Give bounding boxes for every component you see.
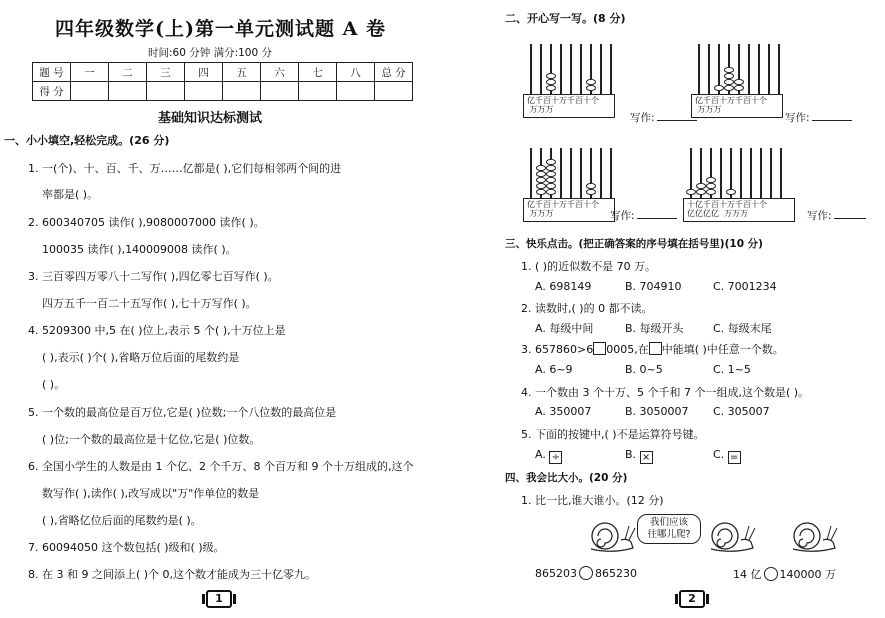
question-line: 8. 在 3 和 9 之间添上( )个 0,这个数才能成为三十亿零九。 — [28, 568, 317, 581]
score-header-cell: 六 — [261, 63, 299, 82]
compare-right: 140000 万 — [779, 568, 836, 581]
mc-option[interactable]: A. 6~9 — [535, 363, 573, 376]
mc-option[interactable] — [713, 448, 741, 464]
score-header-cell: 八 — [337, 63, 375, 82]
score-cell[interactable] — [337, 82, 375, 101]
abacus-label-text: 亿千百十万千百十个 万万万 — [527, 96, 599, 114]
mc-option[interactable]: A. 698149 — [535, 280, 592, 293]
compare-circle[interactable] — [579, 566, 593, 580]
answer-line[interactable] — [637, 218, 677, 219]
abacus-rods — [523, 140, 623, 200]
score-header-cell: 四 — [185, 63, 223, 82]
mc-option[interactable]: C. 每级末尾 — [713, 322, 772, 335]
abacus-rods — [691, 36, 791, 96]
question-line: 4. 5209300 中,5 在( )位上,表示 5 个( ),十万位上是 — [28, 324, 286, 337]
question-line: ( ),表示( )个( ),省略万位后面的尾数约是 — [42, 351, 240, 364]
question-line: ( ),省略亿位后面的尾数约是( )。 — [42, 514, 202, 527]
score-header-cell: 三 — [147, 63, 185, 82]
mc-option[interactable]: B. 0~5 — [625, 363, 663, 376]
mc-option[interactable] — [535, 448, 562, 464]
mc-option[interactable]: A. 350007 — [535, 405, 592, 418]
score-value-row — [33, 82, 413, 101]
abacus-d — [683, 140, 801, 222]
compare-left: 14 亿 — [733, 568, 762, 581]
snail-icon — [707, 518, 757, 554]
write-label: 写作: — [630, 112, 655, 124]
mc-question — [521, 341, 784, 357]
blank-box[interactable] — [593, 342, 606, 355]
abacus-a — [523, 36, 623, 118]
abacus-rods — [683, 140, 801, 200]
score-header-cell: 二 — [109, 63, 147, 82]
q3-part-a: 3. 657860>6 — [521, 343, 594, 356]
option-letter: A. — [535, 448, 546, 461]
mc-option[interactable]: B. 704910 — [625, 280, 682, 293]
option-letter: B. — [625, 448, 637, 461]
score-cell[interactable] — [223, 82, 261, 101]
part4-title: 四、我会比大小。(20 分) — [505, 472, 628, 484]
snail-icon — [587, 518, 637, 554]
score-header-cell: 题 号 — [33, 63, 71, 82]
mc-question: 5. 下面的按键中,( )不是运算符号键。 — [521, 428, 705, 441]
write-label: 写作: — [785, 112, 810, 124]
section-heading: 基础知识达标测试 — [158, 111, 263, 126]
write-field-b[interactable] — [785, 110, 852, 125]
compare-left: 865203 — [535, 567, 577, 580]
abacus-label-text: 十亿千百十万千百十个 亿亿亿亿 万万万 — [687, 200, 767, 218]
question-line: 5. 一个数的最高位是百万位,它是( )位数;一个八位数的最高位是 — [28, 406, 337, 419]
compare-item — [535, 566, 637, 580]
write-field-a[interactable] — [630, 110, 697, 125]
abacus-label — [691, 94, 783, 118]
question-line: 100035 读作( ),140009008 读作( )。 — [42, 243, 237, 256]
abacus-rods — [523, 36, 623, 96]
write-field-c[interactable] — [610, 208, 677, 223]
score-header-row — [33, 63, 413, 82]
answer-line[interactable] — [812, 120, 852, 121]
blank-box[interactable] — [649, 342, 662, 355]
exam-title: 四年级数学(上)第一单元测试题 A 卷 — [55, 18, 386, 40]
score-cell[interactable] — [185, 82, 223, 101]
compare-item — [733, 566, 836, 582]
write-label: 写作: — [610, 210, 635, 222]
question-line: 6. 全国小学生的人数是由 1 个亿、2 个千万、8 个百万和 9 个十万组成的,这个 — [28, 460, 414, 473]
score-cell[interactable] — [109, 82, 147, 101]
abacus-label — [523, 94, 615, 118]
mc-question: 4. 一个数由 3 个十万、5 个千和 7 个一组成,这个数是( )。 — [521, 386, 810, 399]
mc-question: 1. ( )的近似数不是 70 万。 — [521, 260, 657, 273]
snail-icon — [789, 518, 839, 554]
mc-question: 2. 读数时,( )的 0 都不读。 — [521, 302, 653, 315]
q3-part-c: 中能填( )中任意一个数。 — [661, 343, 784, 356]
abacus-label — [683, 198, 795, 222]
question-line: 率都是( )。 — [42, 188, 99, 201]
mc-option[interactable]: C. 7001234 — [713, 280, 777, 293]
score-cell[interactable] — [261, 82, 299, 101]
score-table — [32, 62, 413, 101]
page-number: 2 — [679, 590, 705, 608]
answer-line[interactable] — [657, 120, 697, 121]
score-row-label: 得 分 — [33, 82, 71, 101]
question-line: 3. 三百零四万零八十二写作( ),四亿零七百写作( )。 — [28, 270, 279, 283]
mc-option[interactable]: B. 3050007 — [625, 405, 689, 418]
question-line: 数写作( ),读作( ),改写成以"万"作单位的数是 — [42, 487, 260, 500]
compare-circle[interactable] — [764, 567, 778, 581]
abacus-label-text: 亿千百十万千百十个 万万万 — [695, 96, 767, 114]
page-left — [0, 0, 440, 618]
page-number: 1 — [206, 590, 232, 608]
multiply-key-icon: × — [640, 451, 653, 464]
part3-title: 三、快乐点击。(把正确答案的序号填在括号里)(10 分) — [505, 238, 763, 250]
page-right — [445, 0, 885, 618]
mc-option[interactable] — [625, 448, 653, 464]
abacus-label — [523, 198, 615, 222]
score-cell[interactable] — [299, 82, 337, 101]
equals-key-icon: = — [728, 451, 741, 464]
answer-line[interactable] — [834, 218, 866, 219]
question-line: 2. 600340705 读作( ),9080007000 读作( )。 — [28, 216, 265, 229]
score-cell[interactable] — [147, 82, 185, 101]
write-label: 写作: — [807, 210, 832, 222]
abacus-b — [691, 36, 791, 118]
divide-key-icon: ÷ — [549, 451, 562, 464]
speech-bubble: 我们应该 往哪儿爬? — [637, 514, 701, 544]
abacus-label-text: 亿千百十万千百十个 万万万 — [527, 200, 599, 218]
option-letter: C. — [713, 448, 725, 461]
question-line: 四万五千一百二十五写作( ),七十万写作( )。 — [42, 297, 257, 310]
score-header-cell: 七 — [299, 63, 337, 82]
compare-right: 865230 — [595, 567, 637, 580]
mc-option[interactable]: C. 305007 — [713, 405, 770, 418]
question-line: 7. 60094050 这个数包括( )级和( )级。 — [28, 541, 225, 554]
score-header-cell: 总 分 — [375, 63, 413, 82]
q3-part-b: 0005,在 — [606, 343, 649, 356]
score-header-cell: 一 — [71, 63, 109, 82]
mc-option[interactable]: C. 1~5 — [713, 363, 751, 376]
score-cell[interactable] — [375, 82, 413, 101]
exam-subtitle: 时间:60 分钟 满分:100 分 — [148, 47, 272, 59]
score-cell[interactable] — [71, 82, 109, 101]
mc-option[interactable]: A. 每级中间 — [535, 322, 594, 335]
part4-q1: 1. 比一比,谁大谁小。(12 分) — [521, 494, 664, 507]
mc-option[interactable]: B. 每级开头 — [625, 322, 684, 335]
abacus-c — [523, 140, 623, 222]
part2-title: 二、开心写一写。(8 分) — [505, 12, 626, 25]
question-line: ( )。 — [42, 378, 66, 391]
score-header-cell: 五 — [223, 63, 261, 82]
write-field-d[interactable] — [807, 208, 866, 223]
question-line: 1. 一(个)、十、百、千、万……亿都是( ),它们每相邻两个间的进 — [28, 162, 342, 175]
question-line: ( )位;一个数的最高位是十亿位,它是( )位数。 — [42, 433, 261, 446]
part1-title: 一、小小填空,轻松完成。(26 分) — [4, 134, 170, 147]
